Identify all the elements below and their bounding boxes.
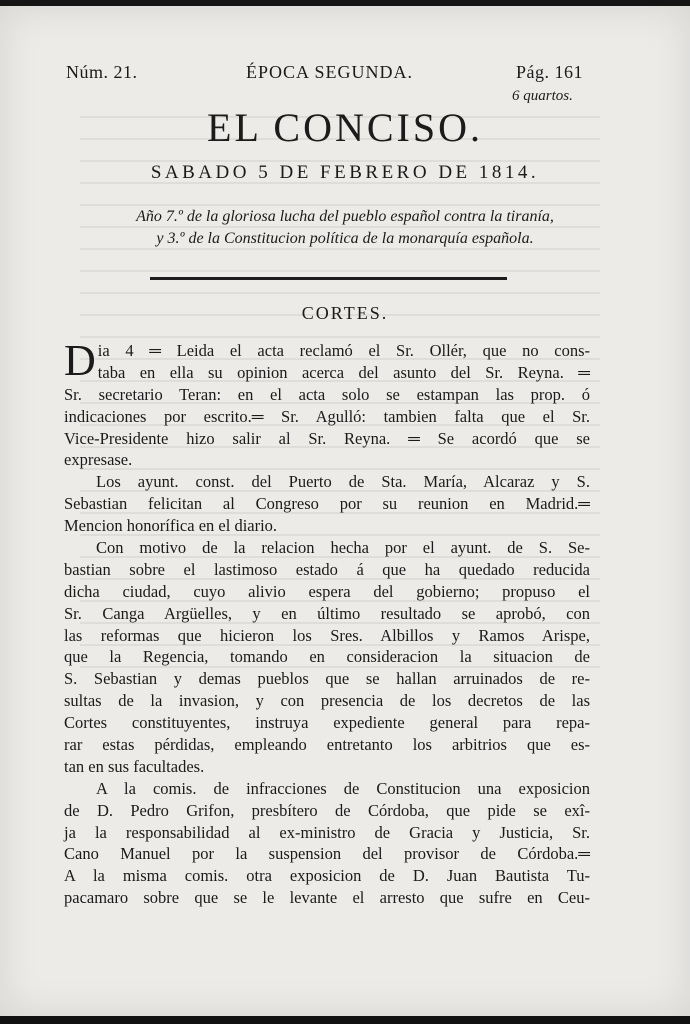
section-title: CORTES. xyxy=(301,303,389,323)
article-body xyxy=(64,336,590,909)
article-line: S. Sebastian y demas pueblos que se hallan arruinados de re- xyxy=(64,669,590,689)
article-line: tan en sus facultades. xyxy=(64,756,205,776)
article-line: las reformas que hicieron los Sres. Albillos y Ramos Arispe, xyxy=(64,625,590,645)
article-line: A la comis. de infracciones de Constitucion una exposicion xyxy=(96,778,590,798)
article-line: Sr. secretario Teran: en el acta solo se estampan las prop. ó xyxy=(64,384,590,404)
article-line: taba en ella su opinion acerca del asunto del Sr. Reyna. ═ xyxy=(97,362,590,382)
article-line: Sr. Canga Argüelles, y en último resultado se aprobó, con xyxy=(64,603,590,623)
issue-date: SABADO 5 DE FEBRERO DE 1814. xyxy=(150,162,540,183)
page-number: Pág. 161 xyxy=(516,62,583,82)
article-line: Con motivo de la relacion hecha por el ayunt. de S. Se- xyxy=(96,538,590,558)
epoch-label: ÉPOCA SEGUNDA. xyxy=(246,62,414,82)
article-line: de D. Pedro Grifon, presbítero de Córdoba, que pide se exî- xyxy=(64,800,590,820)
drop-cap: D xyxy=(64,336,96,385)
article-line: que la Regencia, tomando en consideracion la situacion de xyxy=(64,647,590,667)
article-line: Los ayunt. const. del Puerto de Sta. María, Alcaraz y S. xyxy=(96,472,590,492)
scan-bottom-edge xyxy=(0,1016,690,1024)
article-line: rar estas pérdidas, empleando entretanto los arbitrios que es- xyxy=(64,735,590,755)
divider-rule xyxy=(150,277,507,280)
article-line: ja la responsabilidad al ex-ministro de Gracia y Justicia, Sr. xyxy=(64,822,590,842)
article-line: ia 4 ═ Leida el acta reclamó el Sr. Ollér, que no cons- xyxy=(97,341,590,360)
article-line: Cano Manuel por la suspension del provisor de Córdoba.═ xyxy=(64,844,590,864)
article-line: sultas de la invasion, y con presencia de los decretos de las xyxy=(64,691,590,711)
year-line-1: Año 7.º de la gloriosa lucha del pueblo español contra la tiranía, xyxy=(136,208,554,225)
article-line: pacamaro sobre que se le levante el arresto que sufre en Ceu- xyxy=(64,888,590,908)
article-line: indicaciones por escrito.═ Sr. Agulló: tambien falta que el Sr. xyxy=(64,406,590,426)
article-line: A la misma comis. otra exposicion de D. Juan Bautista Tu- xyxy=(64,866,590,886)
issue-number: Núm. 21. xyxy=(66,62,138,82)
article-line: Cortes constituyentes, instruya expediente general para repa- xyxy=(64,713,590,733)
newspaper-title: EL CONCISO. xyxy=(207,105,483,150)
year-line-2: y 3.º de la Constitucion política de la monarquía española. xyxy=(156,230,534,247)
article-line: Vice-Presidente hizo salir al Sr. Reyna. ═ Se acordó que se xyxy=(64,428,590,448)
article-line: bastian sobre el lastimoso estado á que ha quedado reducida xyxy=(64,559,590,579)
article-line: dicha ciudad, cuyo alivio espera del gobierno; propuso el xyxy=(64,581,590,601)
article-line: Mencion honorífica en el diario. xyxy=(64,516,278,536)
article-line: Sebastian felicitan al Congreso por su reunion en Madrid.═ xyxy=(64,494,590,514)
article-line: expresase. xyxy=(64,450,133,470)
price-label: 6 quartos. xyxy=(512,88,573,104)
